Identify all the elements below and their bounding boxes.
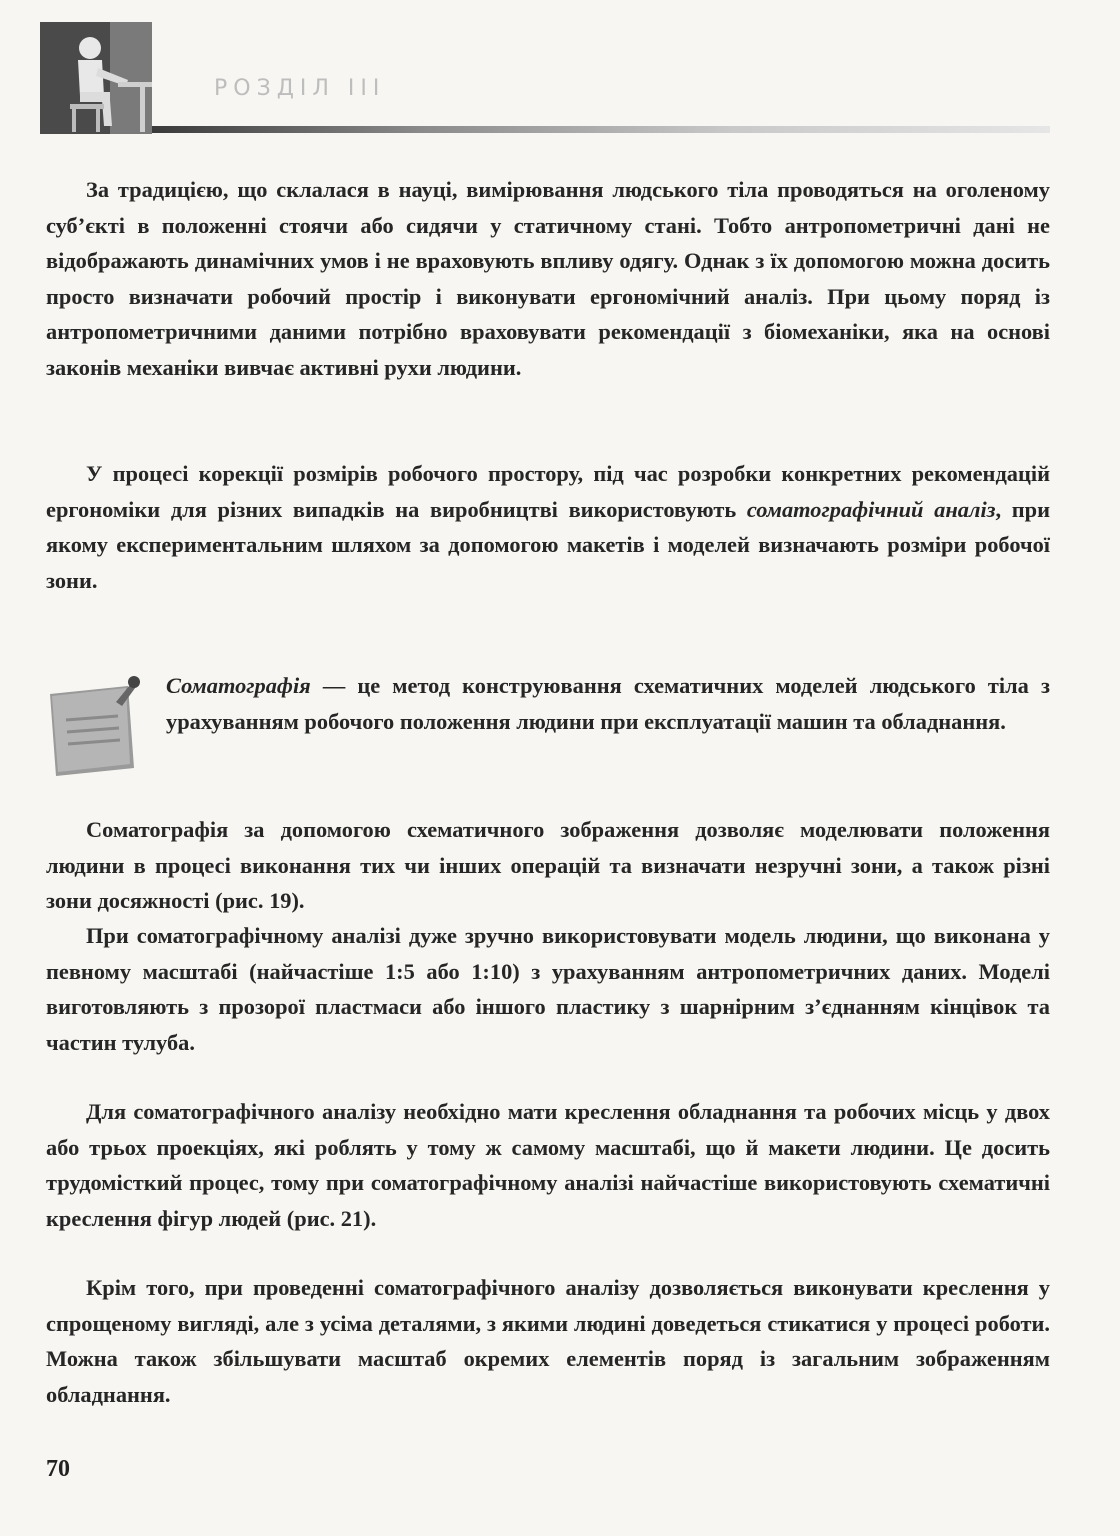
- paragraph-2-term: соматографічний аналіз: [746, 496, 996, 522]
- header-divider: [152, 126, 1050, 133]
- section-title: РОЗДІЛ ІІІ: [214, 76, 386, 101]
- paragraph-4: При соматографічному аналізі дуже зручно використовувати модель людини, що виконана у певному масштабі (найчастіше 1:5 або 1:10) з урахуванням антропометричних даних. Моделі виготовляють з прозорої пластмаси або іншого пластику з шарнірним з’єднанням кінцівок та частин тулуба.: [46, 923, 1050, 1055]
- definition-term: Соматографія: [166, 673, 311, 698]
- definition-text: [166, 668, 1050, 740]
- pinned-note-icon: [44, 672, 140, 778]
- person-at-desk-icon: [40, 22, 152, 134]
- paragraph-1: За традицією, що склалася в науці, вимірювання людського тіла проводяться на оголеному суб’єкті в положенні стоячи або сидячи у статичному стані. Тобто антропометричні дані не відображають динамічних умов і не враховують впливу одягу. Однак з їх допомогою можна досить просто визначати робочий простір і виконувати ергономічний аналіз. При цьому поряд із антропометричними даними потрібно враховувати рекомендації з біомеханіки, яка на основі законів механіки вивчає активні рухи людини.: [46, 177, 1050, 380]
- paragraph-6: Крім того, при проведенні соматографічного аналізу дозволяється виконувати креслення у спрощеному вигляді, але з усіма деталями, з якими людині доведеться стикатися у процесі роботи. Можна також збільшувати масштаб окремих елементів поряд із загальним зображенням обладнання.: [46, 1275, 1050, 1407]
- definition-body: — це метод конструювання схематичних моделей людського тіла з урахуванням робочого положення людини при експлуатації машин та обладнання.: [166, 673, 1050, 734]
- paragraph-5: Для соматографічного аналізу необхідно мати креслення обладнання та робочих місць у двох або трьох проекціях, які роблять у тому ж самому масштабі, що й макети людини. Це досить трудомісткий процес, тому при соматографічному аналізі найчастіше використовують схематичні креслення фігур людей (рис. 21).: [46, 1099, 1050, 1231]
- paragraph-2-text-b: , при якому експериментальним шляхом за допомогою макетів і моделей визначають розміри робочої зони.: [46, 496, 1051, 593]
- paragraph-3: Соматографія за допомогою схематичного зображення дозволяє моделювати положення людини в процесі виконання тих чи інших операцій та визначати незручні зони, а також різні зони досяжності (рис. 19).: [46, 817, 1050, 913]
- paragraph-2: [46, 456, 1050, 598]
- page-number: 70: [46, 1456, 70, 1482]
- paragraph-2-text-a: У процесі корекції розмірів робочого простору, під час розробки конкретних рекомендацій ергономіки для різних випадків на виробництві використовують: [46, 461, 1050, 522]
